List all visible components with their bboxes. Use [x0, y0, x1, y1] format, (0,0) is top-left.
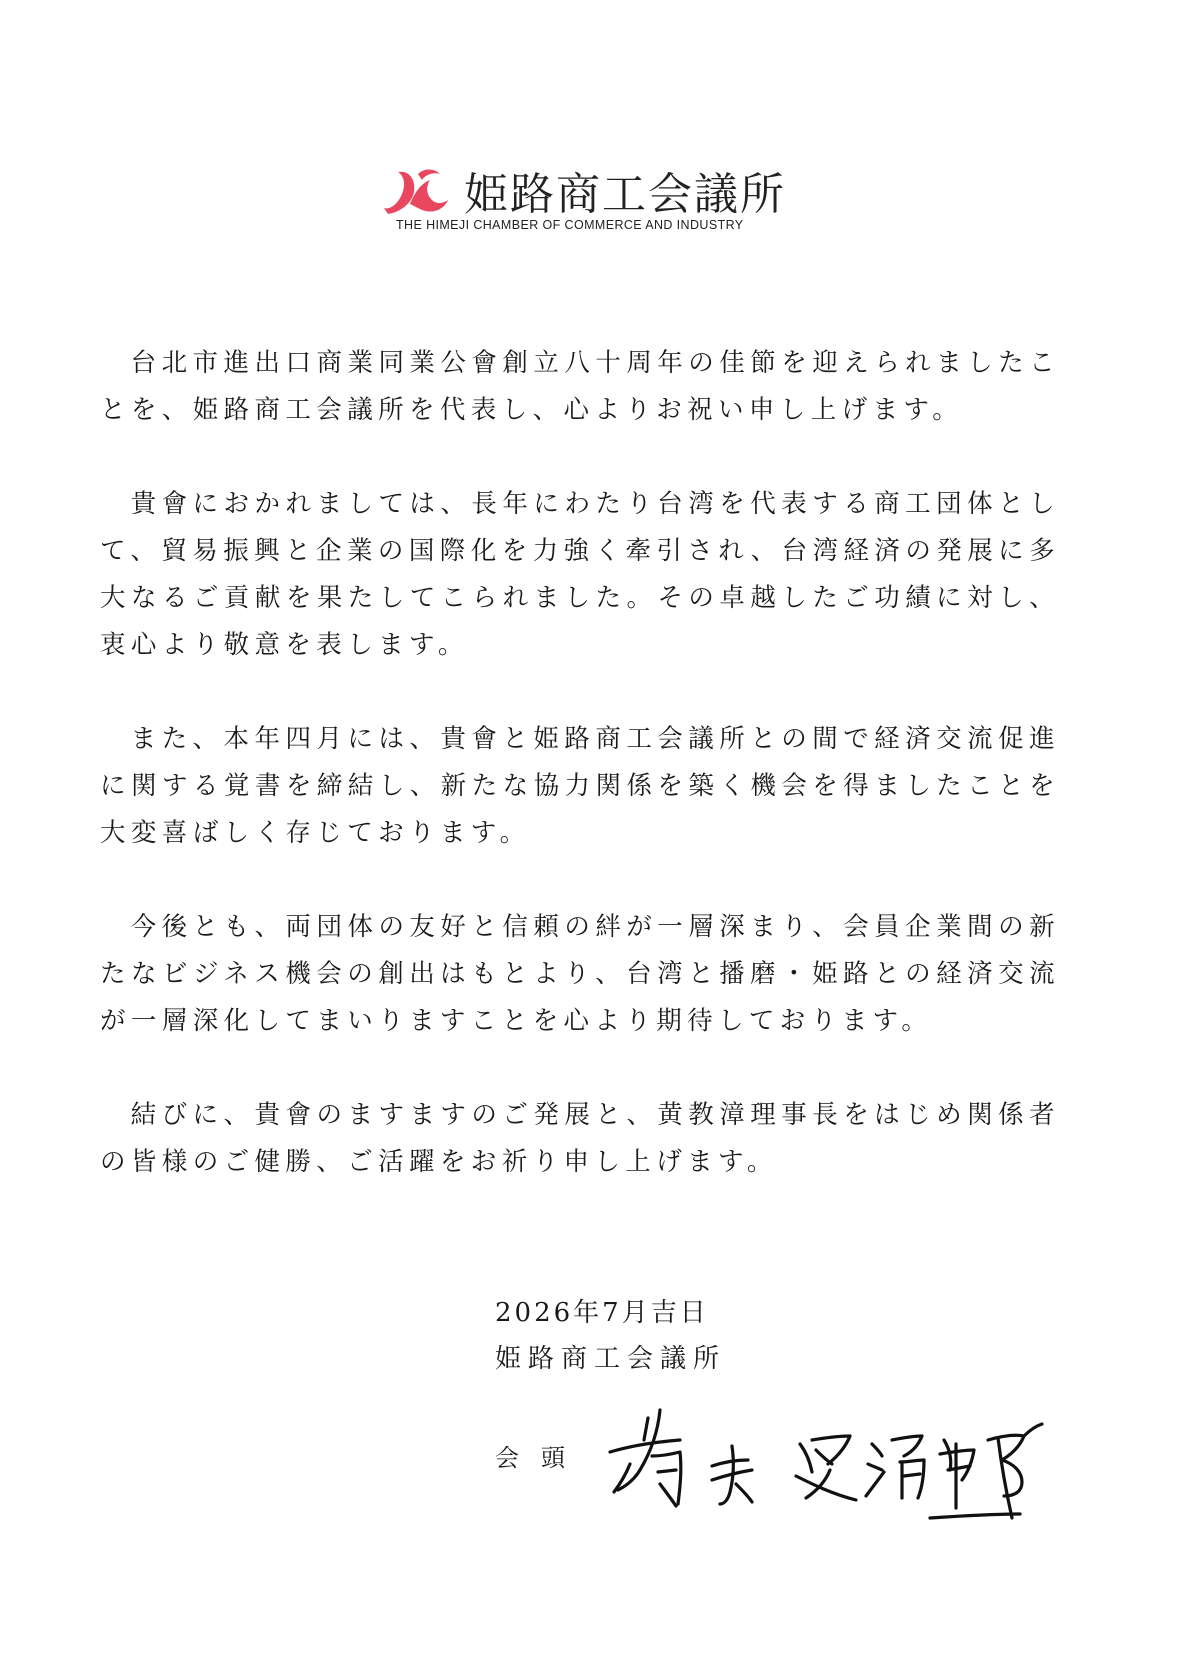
paragraph-memorandum: また、本年四月には、貴會と姫路商工会議所との間で経済交流促進に関する覚書を締結し、新たな協力関係を築く機会を得ましたことを大変喜ばしく存じております。	[100, 724, 1060, 848]
paragraph-achievements: 貴會におかれましては、長年にわたり台湾を代表する商工団体として、貿易振興と企業の国際化を力強く牽引され、台湾経済の発展に多大なるご貢献を果たしてこられました。その卓越したご功績に対し、衷心より敬意を表します。	[100, 489, 1060, 660]
paragraph-congratulations: 台北市進出口商業同業公會創立八十周年の佳節を迎えられましたことを、姫路商工会議所を代表し、心よりお祝い申し上げます。	[100, 348, 1060, 425]
letter-body	[100, 340, 1060, 1233]
paragraph-closing-wishes: 結びに、貴會のますますのご発展と、黄教漳理事長をはじめ関係者の皆様のご健勝、ご活躍をお祈り申し上げます。	[100, 1100, 1060, 1177]
handwritten-signature	[600, 1400, 1070, 1520]
letterhead-name-ja: 姫路商工会議所	[464, 169, 786, 220]
letterhead-name-en: THE HIMEJI CHAMBER OF COMMERCE AND INDUSTRY	[396, 218, 744, 232]
letter-date: 2026年7月吉日	[495, 1298, 709, 1328]
chamber-logo	[380, 164, 452, 216]
signer-row	[495, 1400, 1095, 1520]
sender-organization: 姫路商工会議所	[495, 1344, 727, 1374]
letterhead	[380, 158, 800, 238]
closing-block	[495, 1290, 1055, 1382]
signer-title: 会頭	[495, 1444, 587, 1472]
paragraph-future-hopes: 今後とも、両団体の友好と信頼の絆が一層深まり、会員企業間の新たなビジネス機会の創出はもとより、台湾と播磨・姫路との経済交流が一層深化してまいりますことを心より期待しております。	[100, 912, 1060, 1036]
